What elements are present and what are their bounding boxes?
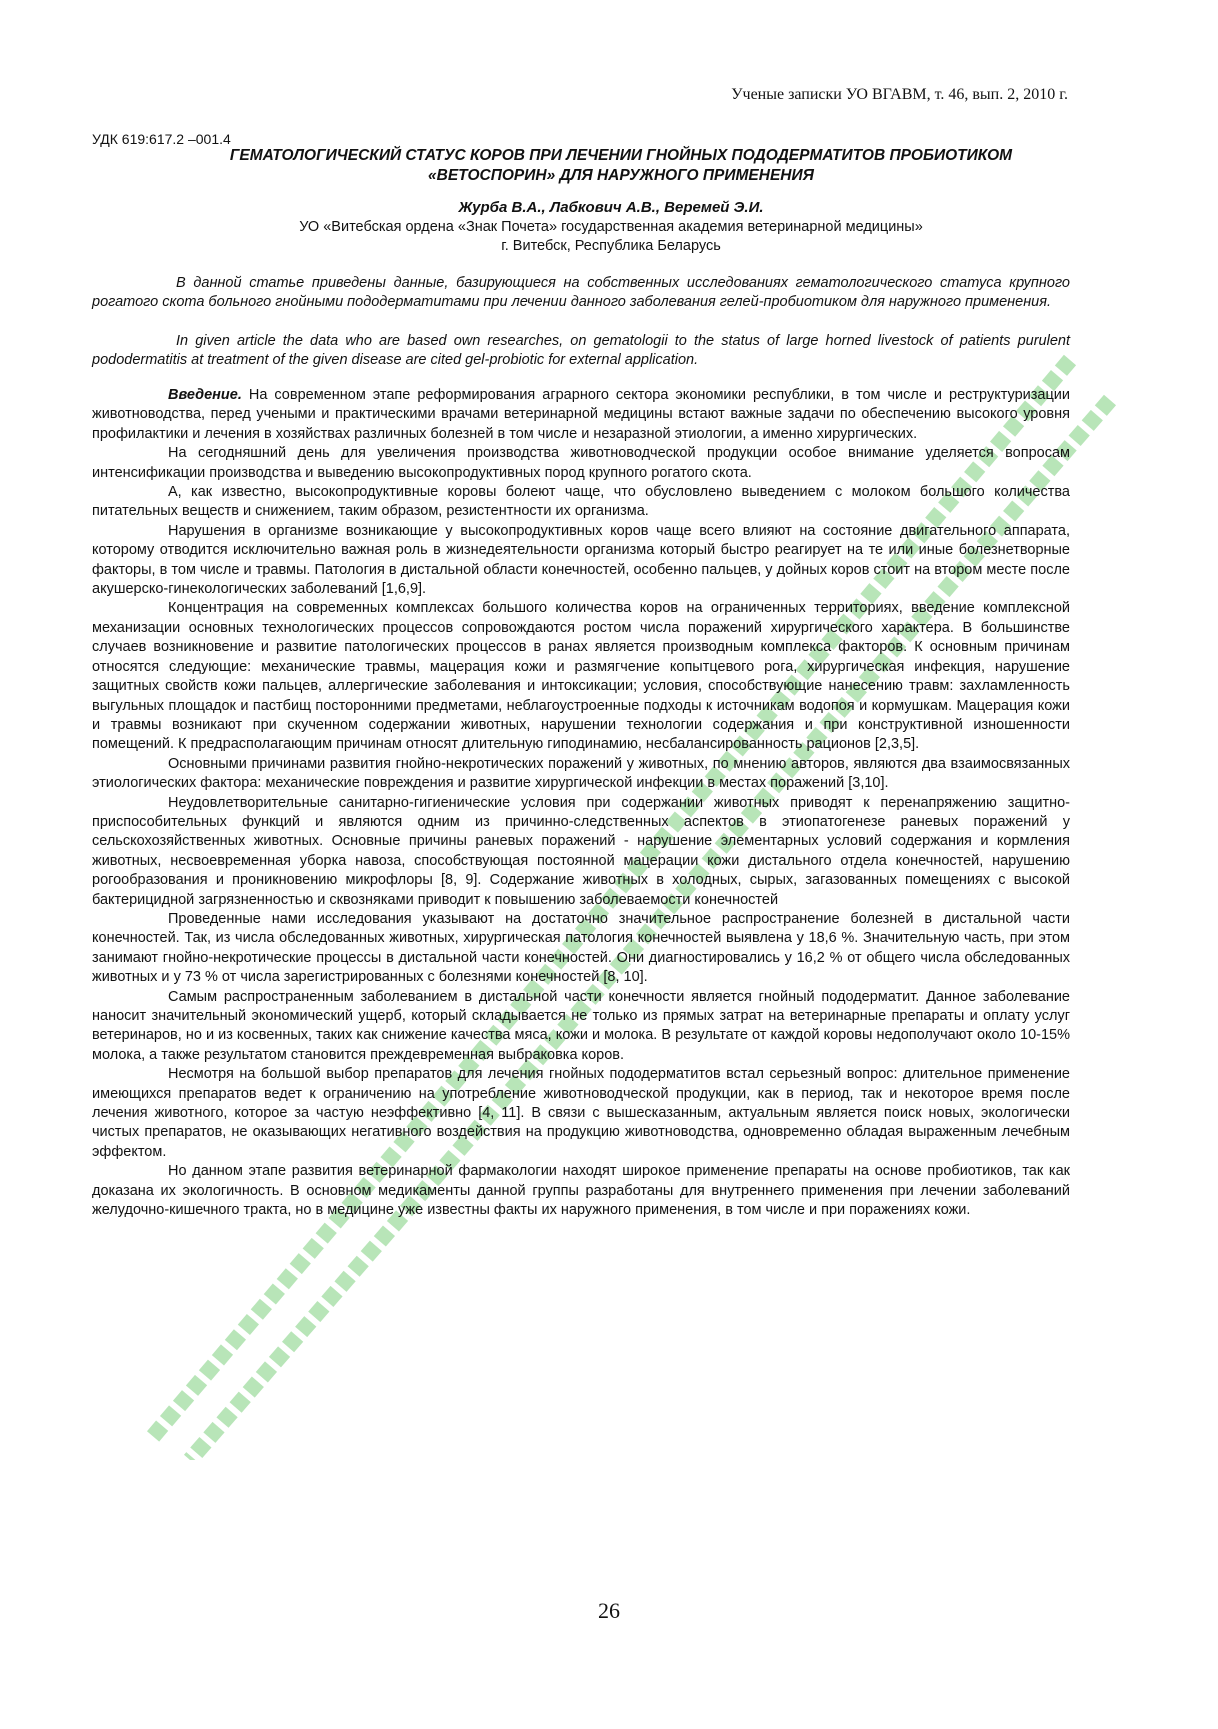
affiliation-line-1: УО «Витебская ордена «Знак Почета» государственная академия ветеринарной медицины»	[299, 219, 923, 235]
intro-heading: Введение.	[168, 387, 242, 403]
authors: Журба В.А., Лабкович А.В., Веремей Э.И.	[458, 199, 764, 216]
journal-header: Ученые записки УО ВГАВМ, т. 46, вып. 2, 2010 г.	[731, 86, 1068, 103]
paragraph-intro	[92, 386, 1070, 444]
paragraph: А, как известно, высокопродуктивные коровы болеют чаще, что обусловлено выведением с молоком большого количества питательных веществ и снижением, таким образом, резистентности их организма.	[92, 484, 1070, 520]
paragraph: Неудовлетворительные санитарно-гигиенические условия при содержании животных приводят к перенапряжению защитно-приспособительных функций и являются одним из причинно-следственных аспектов в этиопатогенезе раневых поражений у сельскохозяйственных животных. Основные причины раневых поражений - нарушение элементарных условий содержания и кормления животных, несвоевременная уборка навоза, способствующая постоянной мацерации кожи дистального отдела конечностей, нарушению рогообразования и проникновению микрофлоры [8, 9]. Содержание животных в холодных, сырых, загазованных помещениях с высокой бактерицидной загрязненностью и сквозняками приводит к повышению заболеваемости конечностей	[92, 794, 1070, 908]
paragraph: Основными причинами развития гнойно-некротических поражений у животных, по мнению авторов, являются два взаимосвязанных этиологических фактора: механические повреждения и развитие хирургической инфекции в местах поражений [3,10].	[92, 755, 1070, 792]
abstract-ru: В данной статье приведены данные, базирующиеся на собственных исследованиях гематологического статуса крупного рогатого скота больного гнойными пододерматитами при лечении данного заболевания гелей-пробиотиком для наружного применения.	[92, 275, 1070, 310]
paragraph: Концентрация на современных комплексах большого количества коров на ограниченных территориях, введение комплексной механизации основных технологических процессов сопровождаются ростом числа поражений хирургического характера. В большинстве случаев возникновение и развитие патологических процессов в ранах является производным комплекса факторов. К основным причинам относятся следующие: механические травмы, мацерация кожи и размягчение копытцевого рога, хирургическая инфекция, нарушение защитных свойств кожи пальцев, аллергические заболевания и интоксикации; условия, способствующие нанесению травм: захламленность выгульных площадок и пастбищ посторонними предметами, неблагоустроенные подходы к источникам водопоя и кормушкам. Мацерация кожи и травмы возникают при скученном содержании животных, нарушении технологии содержания и при конструктивной изношенности помещений. К предрасполагающим причинам относят длительную гиподинамию, несбалансированность рационов [2,3,5].	[92, 600, 1070, 753]
paragraph: Проведенные нами исследования указывают на достаточно значительное распространение болезней в дистальной части конечностей. Так, из числа обследованных животных, хирургическая патология конечностей выявлена у 18,6 %. Значительную часть, при этом занимают гнойно-некротические процессы в дистальной части конечностей. Они диагностировались у 16,2 % от общего числа обследованных животных и у 73 % от числа зарегистрированных с болезнями конечностей [8, 10].	[92, 910, 1070, 986]
paragraph: Но данном этапе развития ветеринарной фармакологии находят широкое применение препараты на основе пробиотиков, так как доказана их экологичность. В основном медикаменты данной группы разработаны для внутреннего применения при лечении заболеваний желудочно-кишечного тракта, но в медицине уже известны факты их наружного применения, в том числе и при поражениях кожи.	[92, 1163, 1070, 1219]
udk-code: УДК 619:617.2 –001.4	[92, 131, 231, 147]
article-title: ГЕМАТОЛОГИЧЕСКИЙ СТАТУС КОРОВ ПРИ ЛЕЧЕНИИ ГНОЙНЫХ ПОДОДЕРМАТИТОВ ПРОБИОТИКОМ «ВЕТОСПОРИН» ДЛЯ НАРУЖНОГО ПРИМЕНЕНИЯ	[229, 147, 1013, 184]
paragraph-text: На современном этапе реформирования аграрного сектора экономики республики, в том числе и реструктуризации животноводства, перед учеными и практическими врачами ветеринарной медицины встают важные задачи по обеспечению высокого уровня профилактики и лечения в хозяйствах различных болезней в том числе и незаразной этиологии, а именно хирургических.	[92, 387, 1070, 442]
affiliation-line-2: г. Витебск, Республика Беларусь	[501, 238, 721, 254]
paragraph: На сегодняшний день для увеличения производства животноводческой продукции особое внимание уделяется вопросам интенсификации производства и выведению высокопродуктивных пород крупного рогатого скота.	[92, 445, 1070, 481]
paragraph: Нарушения в организме возникающие у высокопродуктивных коров чаще всего влияют на состояние двигательного аппарата, которому отводится исключительно важная роль в жизнедеятельности организма который быстро реагирует на те или иные болезнетворные факторы, в том числе и травмы. Патология в дистальной области конечностей, особенно пальцев, у дойных коров стоит на втором месте после акушерско-гинекологических заболеваний [1,6,9].	[92, 522, 1070, 598]
article	[92, 130, 1070, 1220]
article-body	[92, 386, 1070, 1220]
page-number: 26	[598, 1598, 620, 1623]
paragraph: Несмотря на большой выбор препаратов для лечения гнойных пододерматитов встал серьезный вопрос: длительное применение имеющихся препаратов ведет к ограничению на употребление животноводческой продукции, как в период, так и некоторое время после лечения животного, которое за частую неэффективно [4, 11]. В связи с вышесказанным, актуальным является поиск новых, экологически чистых препаратов, не оказывающих негативного воздействия на продукцию животноводства, одновременно обладая выраженным лечебным эффектом.	[92, 1066, 1070, 1160]
abstract-en: In given article the data who are based own researches, on gematologii to the status of large horned livestock of patients purulent pododermatitis at treatment of the given disease are cited gel-probiotic for external application.	[92, 333, 1070, 368]
paragraph: Самым распространенным заболеванием в дистальной части конечности является гнойный пододерматит. Данное заболевание наносит значительный экономический ущерб, который складывается не только из прямых затрат на ветеринарные препараты и оплату услуг ветеринаров, но и из косвенных, таких как снижение качества мяса, кожи и молока. В результате от каждой коровы недополучают около 10-15% молока, а также результатом становится преждевременная выбраковка коров.	[92, 988, 1070, 1063]
